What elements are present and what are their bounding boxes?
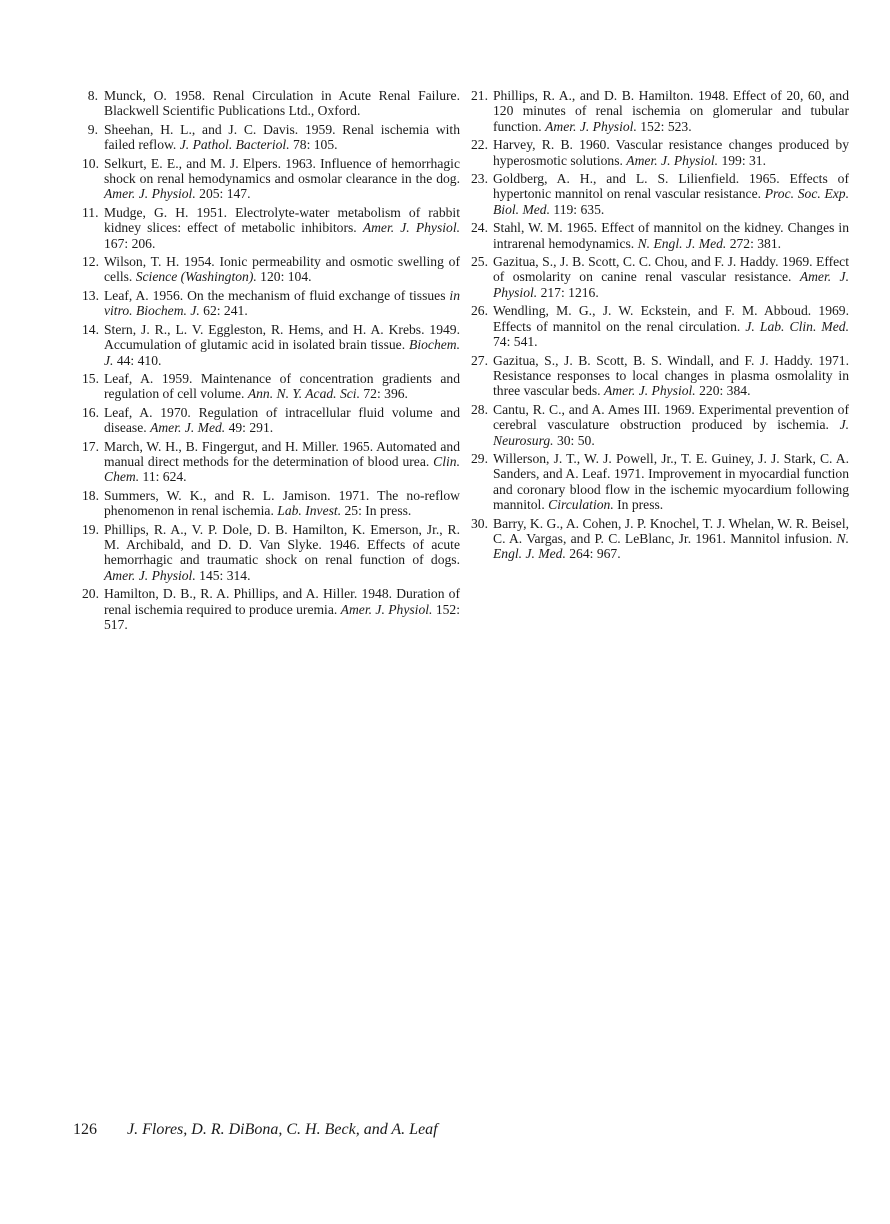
reference-volume-pages: 119: 635. bbox=[550, 201, 605, 217]
reference-number: 25. bbox=[471, 254, 488, 270]
reference-text: Leaf, A. 1959. Maintenance of concentration gradients and regulation of cell volume. bbox=[104, 370, 460, 402]
page-number: 126 bbox=[73, 1121, 97, 1138]
reference-volume-pages: 264: 967. bbox=[565, 546, 621, 562]
reference-text: Phillips, R. A., V. P. Dole, D. B. Hamilton, K. Emerson, Jr., R. M. Archibald, and D. D. Van Slyke. 1946. Effects of acute hemorrhagic and traumatic shock on renal function of dogs. bbox=[104, 521, 460, 568]
reference-text: Gazitua, S., J. B. Scott, C. C. Chou, and F. J. Haddy. 1969. Effect of osmolarity on canine renal vascular resistance. bbox=[493, 254, 849, 285]
page-footer bbox=[73, 1121, 438, 1139]
reference-item bbox=[471, 303, 849, 349]
reference-journal: in vitro. Biochem. J. bbox=[104, 287, 460, 319]
reference-item bbox=[471, 516, 849, 562]
reference-volume-pages: 49: 291. bbox=[225, 420, 274, 436]
reference-volume-pages: 220: 384. bbox=[695, 383, 751, 399]
reference-volume-pages: 25: In press. bbox=[341, 503, 412, 519]
reference-journal: Clin. Chem. bbox=[104, 453, 460, 485]
reference-journal: J. Neurosurg. bbox=[493, 417, 849, 448]
reference-number: 30. bbox=[471, 515, 488, 531]
reference-text: Stern, J. R., L. V. Eggleston, R. Hems, and H. A. Krebs. 1949. Accumulation of glutamic acid in isolated brain tissue. bbox=[104, 321, 460, 353]
reference-number: 18. bbox=[82, 487, 99, 503]
reference-text: Selkurt, E. E., and M. J. Elpers. 1963. Influence of hemorrhagic shock on renal hemodynamics and osmolar clearance in the dog. bbox=[104, 155, 460, 187]
reference-text: Wendling, M. G., J. W. Eckstein, and F. M. Abboud. 1969. Effects of mannitol on the renal circulation. bbox=[493, 303, 849, 334]
reference-journal: Ann. N. Y. Acad. Sci. bbox=[247, 386, 360, 402]
reference-volume-pages: In press. bbox=[613, 497, 664, 513]
reference-text: Mudge, G. H. 1951. Electrolyte-water metabolism of rabbit kidney slices: effect of metabolic inhibitors. bbox=[104, 204, 460, 236]
reference-item bbox=[471, 171, 849, 217]
reference-volume-pages: 74: 541. bbox=[493, 334, 538, 350]
reference-item bbox=[82, 156, 460, 202]
reference-item bbox=[82, 405, 460, 436]
reference-number: 12. bbox=[82, 254, 99, 270]
reference-item bbox=[82, 254, 460, 285]
reference-number: 19. bbox=[82, 521, 99, 537]
reference-number: 9. bbox=[87, 121, 98, 137]
reference-text: Leaf, A. 1970. Regulation of intracellular fluid volume and disease. bbox=[104, 404, 460, 436]
reference-journal: J. Lab. Clin. Med. bbox=[745, 318, 849, 334]
reference-number: 8. bbox=[87, 88, 98, 103]
reference-journal: Lab. Invest. bbox=[277, 503, 342, 519]
reference-number: 29. bbox=[471, 450, 488, 466]
reference-text: Stahl, W. M. 1965. Effect of mannitol on the kidney. Changes in intrarenal hemodynamics. bbox=[493, 220, 849, 251]
reference-journal: Science (Washington). bbox=[135, 269, 257, 285]
reference-journal: Amer. J. Physiol. bbox=[104, 567, 196, 583]
reference-number: 28. bbox=[471, 401, 488, 417]
reference-volume-pages: 62: 241. bbox=[199, 303, 248, 319]
reference-text: Goldberg, A. H., and L. S. Lilienfield. 1965. Effects of hypertonic mannitol on renal vascular resistance. bbox=[493, 171, 849, 202]
reference-text: Munck, O. 1958. Renal Circulation in Acute Renal Failure. Blackwell Scientific Publications Ltd., Oxford. bbox=[104, 88, 460, 119]
reference-volume-pages: 199: 31. bbox=[718, 152, 767, 168]
references-column-left bbox=[82, 88, 460, 635]
reference-volume-pages: 152: 517. bbox=[104, 601, 460, 632]
reference-journal: Biochem. J. bbox=[104, 337, 460, 368]
reference-number: 24. bbox=[471, 220, 488, 236]
references-column-right bbox=[471, 88, 849, 565]
reference-item bbox=[82, 288, 460, 319]
reference-volume-pages: 44: 410. bbox=[113, 352, 162, 368]
reference-volume-pages: 145: 314. bbox=[195, 567, 251, 583]
reference-item bbox=[471, 88, 849, 134]
reference-text: Phillips, R. A., and D. B. Hamilton. 1948. Effect of 20, 60, and 120 minutes of renal ischemia on glomerular and tubular function. bbox=[493, 88, 849, 134]
reference-text: Leaf, A. 1956. On the mechanism of fluid exchange of tissues bbox=[104, 287, 450, 303]
reference-volume-pages: 167: 206. bbox=[104, 235, 156, 251]
reference-volume-pages: 120: 104. bbox=[256, 269, 312, 285]
reference-volume-pages: 72: 396. bbox=[359, 386, 408, 402]
reference-number: 26. bbox=[471, 303, 488, 319]
reference-journal: Amer. J. Physiol. bbox=[545, 118, 637, 134]
reference-text: Hamilton, D. B., R. A. Phillips, and A. Hiller. 1948. Duration of renal ischemia required to produce uremia. bbox=[104, 586, 460, 617]
reference-text: Willerson, J. T., W. J. Powell, Jr., T. E. Guiney, J. J. Stark, C. A. Sanders, and A. Leaf. 1971. Improvement in myocardial function and coronary blood flow in the ischemic myocardium following mannitol. bbox=[493, 450, 849, 513]
reference-item bbox=[82, 322, 460, 368]
reference-journal: Proc. Soc. Exp. Biol. Med. bbox=[493, 186, 849, 217]
reference-journal: Amer. J. Physiol. bbox=[362, 220, 460, 236]
reference-number: 21. bbox=[471, 88, 488, 103]
reference-item bbox=[82, 522, 460, 584]
reference-volume-pages: 78: 105. bbox=[289, 137, 338, 153]
reference-number: 17. bbox=[82, 438, 99, 454]
reference-volume-pages: 11: 624. bbox=[139, 469, 187, 485]
reference-item bbox=[471, 137, 849, 168]
reference-text: Harvey, R. B. 1960. Vascular resistance changes produced by hyperosmotic solutions. bbox=[493, 137, 849, 168]
reference-number: 13. bbox=[82, 287, 99, 303]
reference-journal: Amer. J. Physiol. bbox=[104, 186, 196, 202]
reference-number: 11. bbox=[82, 204, 99, 220]
reference-journal: J. Pathol. Bacteriol. bbox=[179, 137, 290, 153]
reference-journal: Amer. J. Physiol. bbox=[603, 383, 696, 399]
reference-journal: Amer. J. Physiol. bbox=[493, 269, 849, 300]
reference-text: Summers, W. K., and R. L. Jamison. 1971. The no-reflow phenomenon in renal ischemia. bbox=[104, 487, 460, 519]
reference-journal: Amer. J. Physiol. bbox=[626, 152, 719, 168]
reference-item bbox=[82, 371, 460, 402]
reference-text: Gazitua, S., J. B. Scott, B. S. Windall, and F. J. Haddy. 1971. Resistance responses to local changes in plasma osmolality in three vascular beds. bbox=[493, 352, 849, 399]
reference-item bbox=[82, 586, 460, 632]
reference-volume-pages: 205: 147. bbox=[195, 186, 251, 202]
reference-text: Wilson, T. H. 1954. Ionic permeability and osmotic swelling of cells. bbox=[104, 254, 460, 285]
reference-text: Cantu, R. C., and A. Ames III. 1969. Experimental prevention of cerebral vasculature obstruction produced by ischemia. bbox=[493, 401, 849, 433]
reference-number: 14. bbox=[82, 321, 99, 337]
reference-text: Barry, K. G., A. Cohen, J. P. Knochel, T. J. Whelan, W. R. Beisel, C. A. Vargas, and P. C. LeBlanc, Jr. 1961. Mannitol infusion. bbox=[493, 515, 849, 546]
reference-item bbox=[82, 488, 460, 519]
reference-item bbox=[471, 402, 849, 448]
reference-item bbox=[471, 220, 849, 251]
reference-number: 15. bbox=[82, 370, 99, 386]
reference-journal: Circulation. bbox=[548, 497, 614, 513]
reference-number: 22. bbox=[471, 137, 488, 153]
reference-number: 16. bbox=[82, 404, 99, 420]
running-authors: J. Flores, D. R. DiBona, C. H. Beck, and A. Leaf bbox=[127, 1121, 438, 1138]
reference-number: 20. bbox=[82, 586, 99, 602]
reference-item bbox=[471, 451, 849, 513]
reference-item bbox=[82, 88, 460, 119]
reference-journal: N. Engl. J. Med. bbox=[493, 530, 849, 562]
reference-journal: N. Engl. J. Med. bbox=[637, 235, 727, 251]
reference-number: 10. bbox=[82, 155, 99, 171]
reference-journal: Amer. J. Med. bbox=[150, 420, 226, 436]
reference-text: Sheehan, H. L., and J. C. Davis. 1959. Renal ischemia with failed reflow. bbox=[104, 121, 460, 153]
reference-journal: Amer. J. Physiol. bbox=[340, 601, 433, 617]
reference-number: 23. bbox=[471, 171, 488, 187]
reference-item bbox=[471, 353, 849, 399]
reference-item bbox=[82, 205, 460, 251]
reference-text: March, W. H., B. Fingergut, and H. Miller. 1965. Automated and manual direct methods for the determination of blood urea. bbox=[104, 438, 460, 469]
reference-volume-pages: 217: 1216. bbox=[537, 284, 599, 300]
reference-volume-pages: 152: 523. bbox=[636, 118, 692, 134]
reference-volume-pages: 272: 381. bbox=[726, 235, 782, 251]
reference-volume-pages: 30: 50. bbox=[553, 432, 595, 448]
reference-number: 27. bbox=[471, 352, 488, 368]
reference-item bbox=[471, 254, 849, 300]
reference-item bbox=[82, 439, 460, 485]
reference-item bbox=[82, 122, 460, 153]
